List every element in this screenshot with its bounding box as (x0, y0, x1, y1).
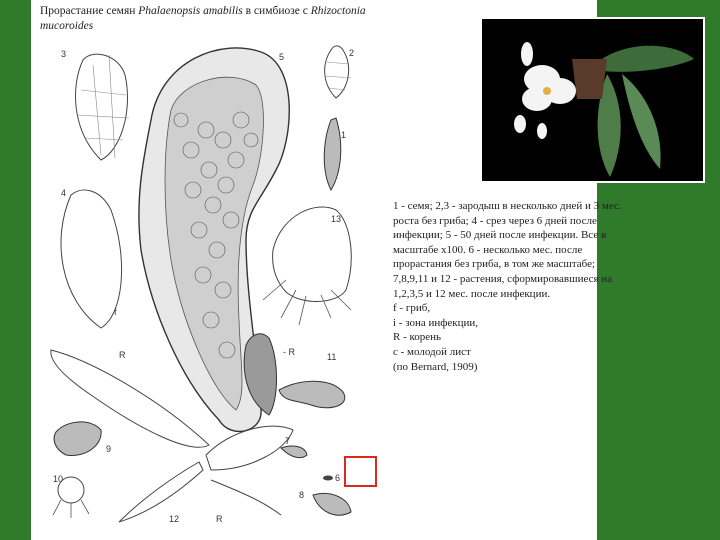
label-5: 5 (279, 52, 285, 62)
label-13: 13 (331, 214, 342, 224)
label-10: 10 (53, 474, 64, 484)
label-f: f (114, 307, 117, 317)
label-6: 6 (335, 473, 341, 483)
title-species: Phalaenopsis amabilis (138, 5, 243, 17)
title-fungus: Rhizoctonia mucoroides (40, 5, 366, 32)
label-R-2: R (216, 514, 223, 524)
highlight-box (344, 456, 377, 487)
label-2: 2 (349, 48, 355, 58)
label-4: 4 (61, 188, 67, 198)
label-11: 11 (327, 352, 337, 362)
title-text-2: в симбиозе с (242, 5, 311, 17)
orchid-photo (480, 17, 705, 183)
label-8: 8 (299, 490, 305, 500)
label-3: 3 (61, 49, 67, 59)
label-1: 1 (341, 130, 347, 140)
label-R-1: R (119, 350, 126, 360)
label-9: 9 (106, 444, 112, 454)
orchid-image (482, 19, 703, 181)
label-R-3: - R (283, 347, 295, 357)
figure-caption: 1 - семя; 2,3 - зародыш в несколько дней и 3 мес. роста без гриба; 4 - срез через 6 дней после инфекции; 5 - 50 дней после инфекции. Все в масштабе x100. 6 - несколько мес. после прорастания без гриба, в том же масштабе; 7,8,9,11 и 12 - растения, сформировавшиеся на 1,2,3,5 и 12 мес. после инфекции. f - гриб, i - зона инфекции, R - корень c - молодой лист (по Bernard, 1909) (393, 200, 622, 373)
title-text: Прорастание семян (40, 5, 139, 17)
label-7: 7 (285, 436, 291, 446)
label-12: 12 (169, 514, 180, 524)
